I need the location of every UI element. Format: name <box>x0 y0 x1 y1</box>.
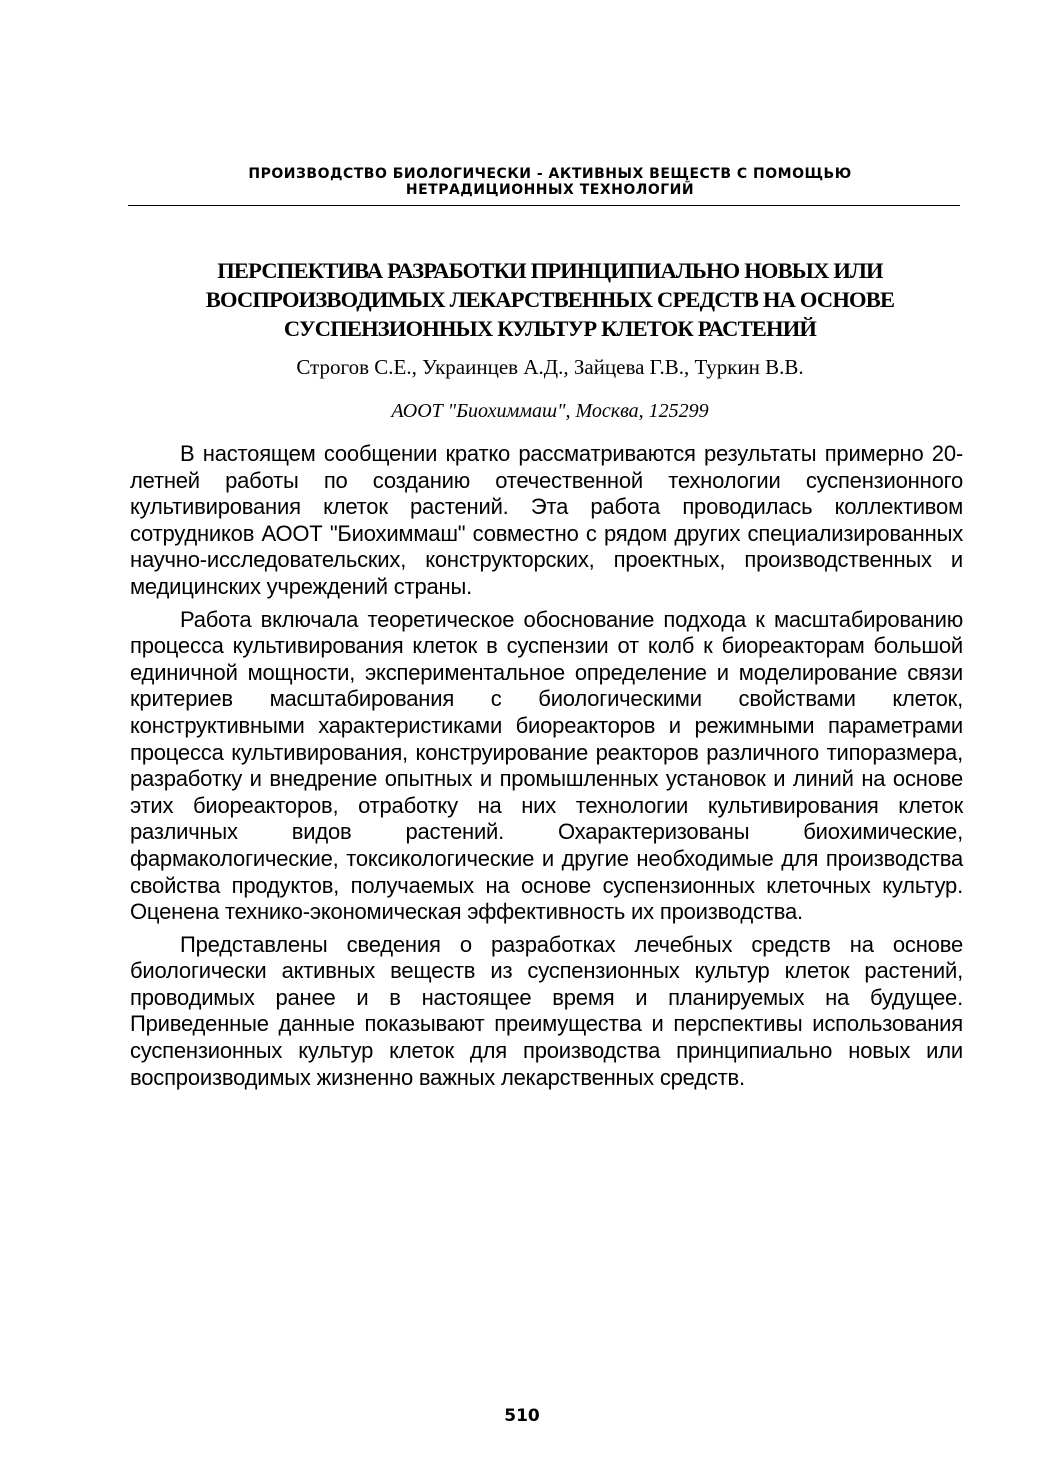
body-paragraph-3: Представлены сведения о разработках лечебных средств на основе биологически активных веществ из суспензионных культур клеток растений, проводимых ранее и в настоящее время и планируемых на будущее. Приведенные данные показывают преимущества и перспективы использования суспензионных культур клеток для производства принципиально новых или воспроизводимых жизненно важных лекарственных средств. <box>130 931 963 1090</box>
page-number: 510 <box>504 1406 540 1426</box>
article-affiliation: АООТ "Биохиммаш", Москва, 125299 <box>391 400 709 422</box>
title-line-2: ВОСПРОИЗВОДИМЫХ ЛЕКАРСТВЕННЫХ СРЕДСТВ НА ОСНОВЕ <box>205 287 895 312</box>
article-authors: Строгов С.Е., Украинцев А.Д., Зайцева Г.В., Туркин В.В. <box>296 355 804 379</box>
header-rule <box>128 205 960 206</box>
running-header-line-2: НЕТРАДИЦИОННЫХ ТЕХНОЛОГИЙ <box>405 182 695 198</box>
title-line-3: СУСПЕНЗИОННЫХ КУЛЬТУР КЛЕТОК РАСТЕНИЙ <box>283 316 817 341</box>
body-paragraph-1: В настоящем сообщении кратко рассматриваются результаты примерно 20-летней работы по созданию отечественной технологии суспензионного культивирования клеток растений. Эта работа проводилась коллективом сотрудников АООТ "Биохиммаш" совместно с рядом других специализированных научно-исследовательских, конструкторских, проектных, производственных и медицинских учреждений страны. <box>130 441 963 599</box>
running-header-line-1: ПРОИЗВОДСТВО БИОЛОГИЧЕСКИ - АКТИВНЫХ ВЕЩЕСТВ С ПОМОЩЬЮ <box>248 166 852 182</box>
title-line-1: ПЕРСПЕКТИВА РАЗРАБОТКИ ПРИНЦИПИАЛЬНО НОВЫХ ИЛИ <box>217 258 883 283</box>
body-paragraph-2: Работа включала теоретическое обоснование подхода к масштабированию процесса культивирования клеток в суспензии от колб к биореакторам большой единичной мощности, экспериментальное определение и моделирование связи критериев масштабирования с биологическими свойствами клеток, конструктивными характеристиками биореакторов и режимными параметрами процесса культивирования, конструирование реакторов различного типоразмера, разработку и внедрение опытных и промышленных установок и линий на основе этих биореакторов, отработку на них технологии культивирования клеток различных видов растений. Охарактеризованы биохимические, фармакологические, токсикологические и другие необходимые для производства свойства продуктов, получаемых на основе суспензионных клеточных культур. Оценена технико-экономическая эффективность их производства. <box>130 606 963 925</box>
article-title <box>110 256 990 343</box>
running-header <box>150 166 950 198</box>
article-body <box>130 441 963 1097</box>
